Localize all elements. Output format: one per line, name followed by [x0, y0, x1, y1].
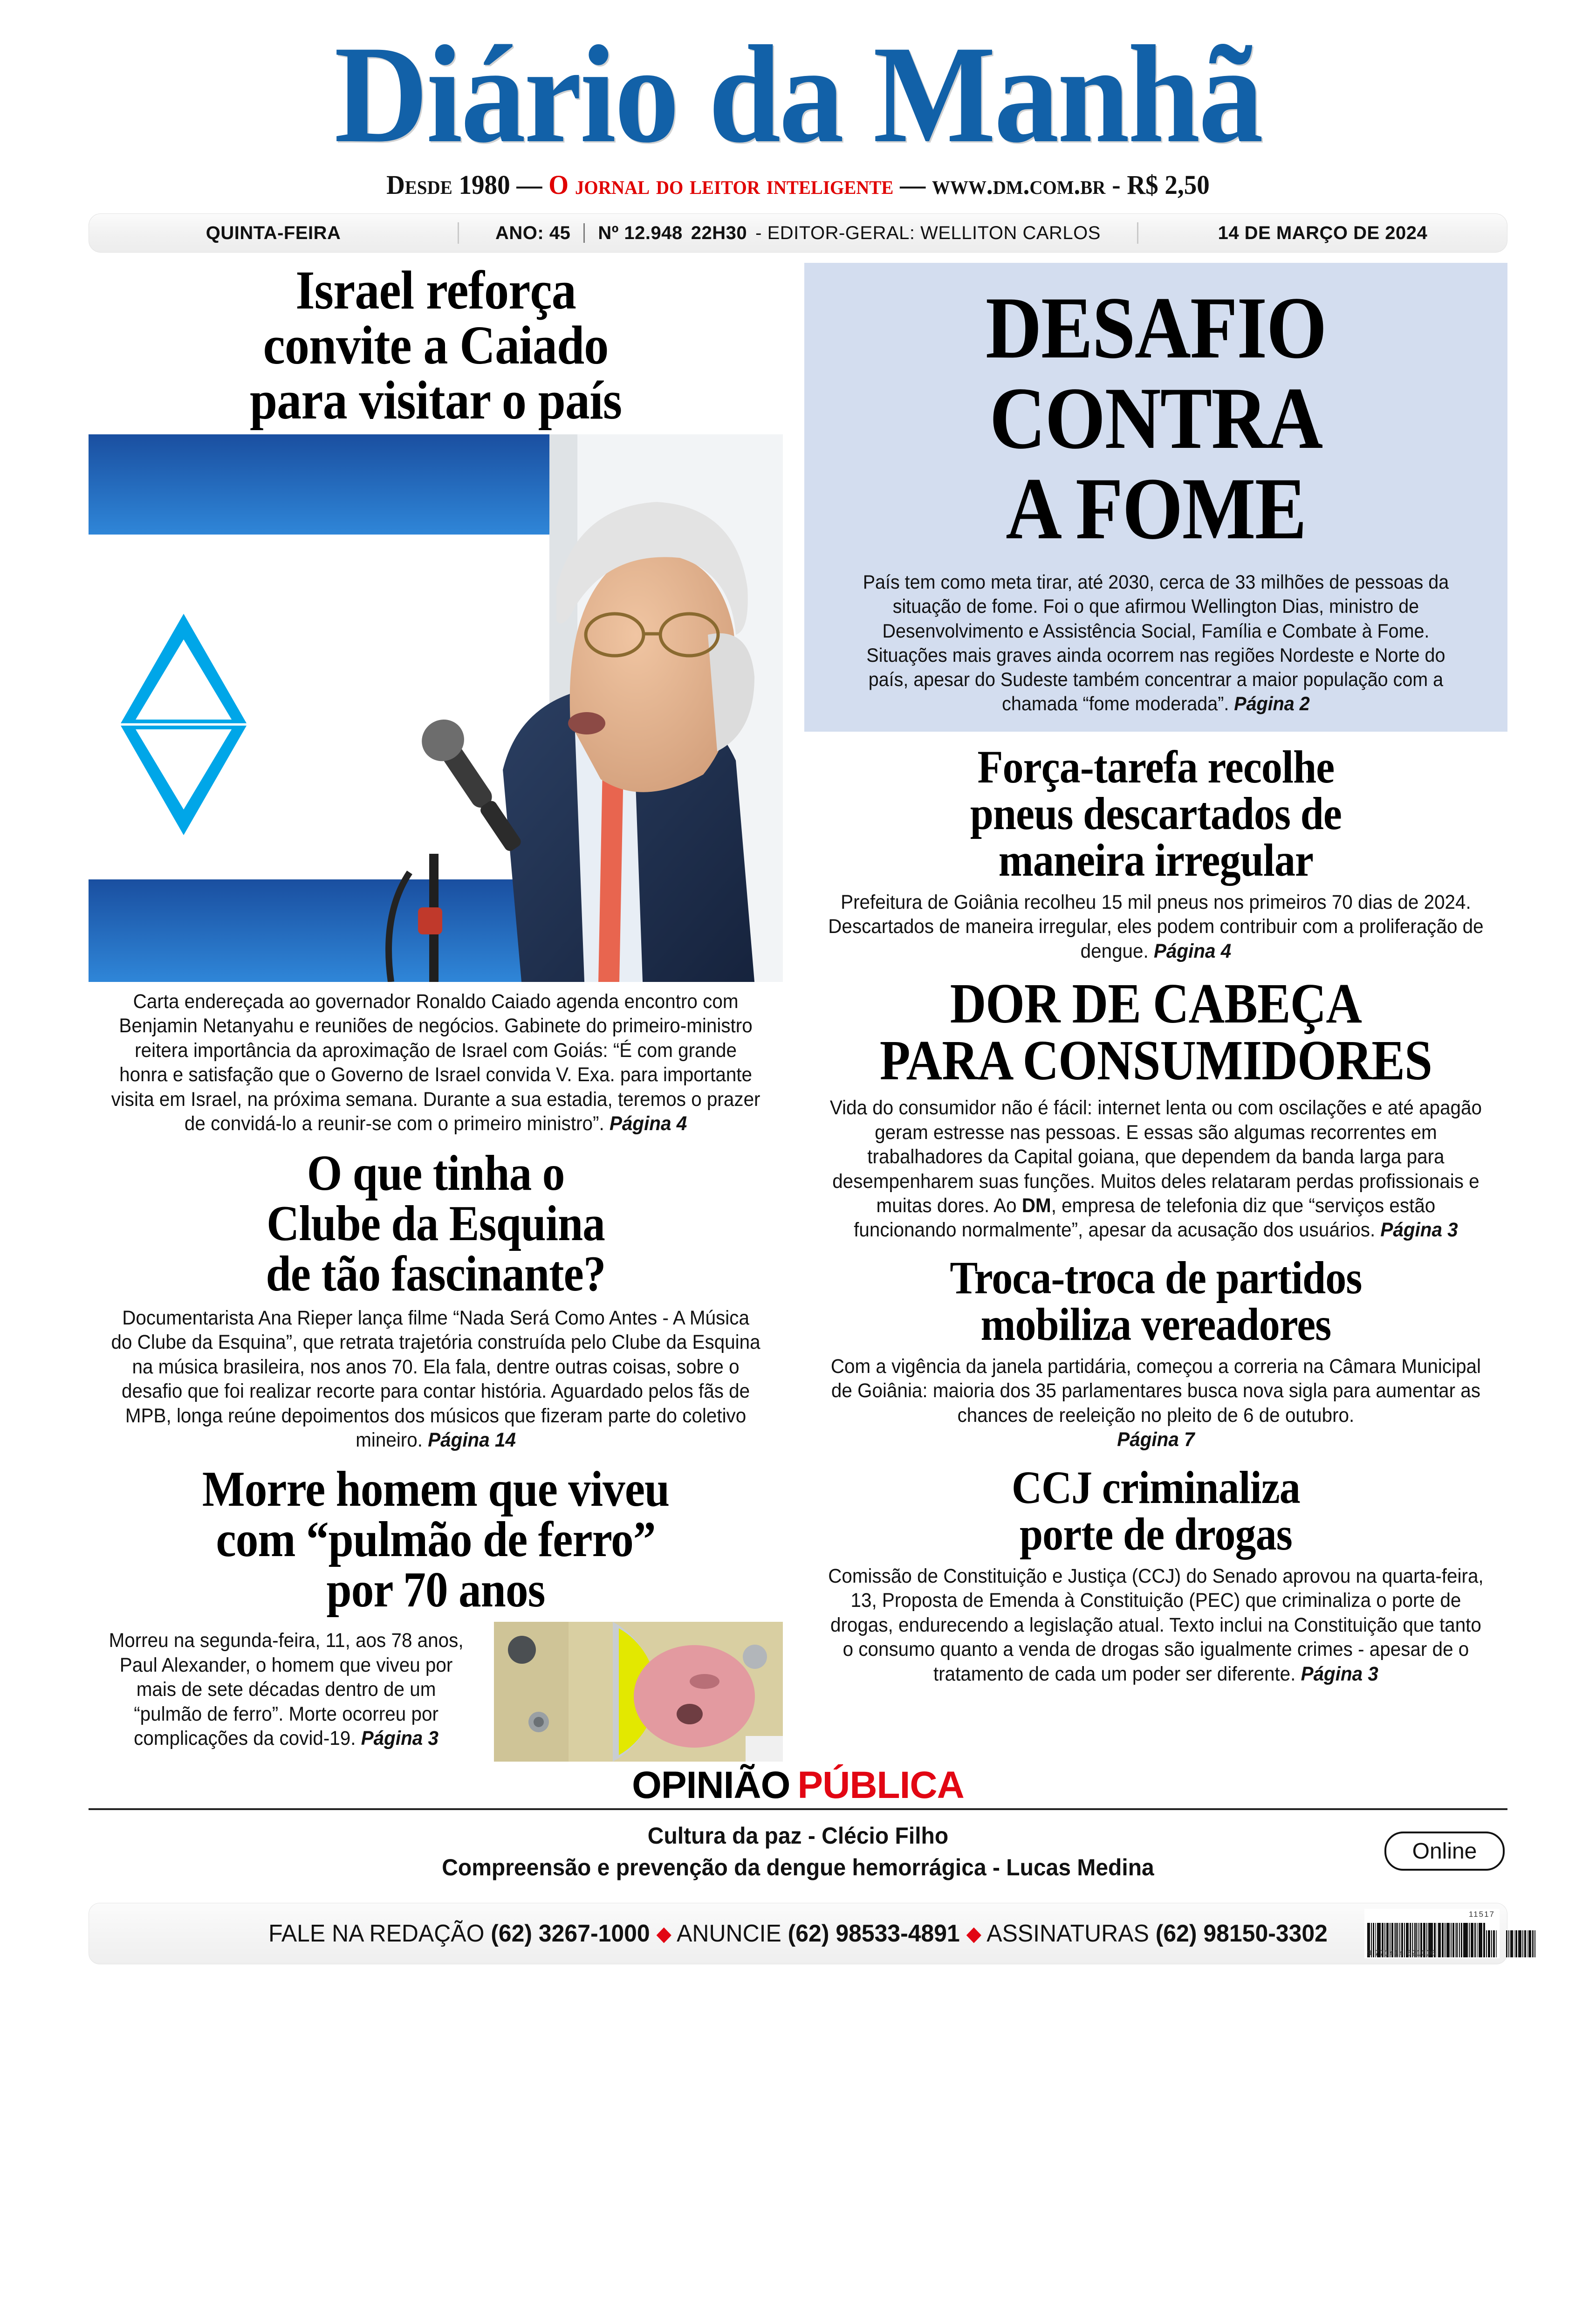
partidos-story[interactable]: [804, 1251, 1507, 1452]
pneus-headline: [840, 741, 1473, 886]
year-label: ANO: 45: [495, 222, 571, 243]
tagline-prefix: Desde 1980 —: [386, 170, 549, 200]
page-ref: Página 3: [361, 1727, 438, 1750]
masthead-tagline: [40, 169, 1556, 200]
divider: [583, 223, 585, 243]
headline-line: por 70 anos: [326, 1562, 545, 1618]
headline-line: maneira irregular: [998, 834, 1314, 886]
opinion-article[interactable]: Compreensão e prevenção da dengue hemorrágica - Lucas Medina: [442, 1854, 1154, 1880]
pulmao-headline: [123, 1461, 748, 1618]
editor-in-chief: - EDITOR-GERAL: WELLITON CARLOS: [755, 222, 1101, 243]
body-text: País tem como meta tirar, até 2030, cerca de 33 milhões de pessoas da situação de fome. Foi o que afirmou Wellington Dias, ministro de Desenvolvimento e Assistência Social, Família e Combate à Fome. Situações mais graves ainda ocorrem nas regiões Nordeste e Norte do país, apesar do Sudeste também concentrar a maior população com a chamada “fome moderada”.: [863, 571, 1449, 714]
page-ref: Página 4: [1154, 940, 1232, 962]
issue-cell: [459, 223, 1137, 244]
lead-story[interactable]: [89, 260, 783, 1136]
opinion-title-black: OPINIÃO: [628, 1764, 794, 1806]
clube-body: [110, 1306, 762, 1453]
edition-time: 22H30: [691, 222, 747, 243]
headline-line: PARA CONSUMIDORES: [880, 1029, 1432, 1092]
opinion-title: [89, 1764, 1507, 1807]
diamond-icon: ◆: [966, 1922, 982, 1946]
weekday-label: QUINTA-FEIRA: [205, 222, 341, 243]
caption-text: Carta endereçada ao governador Ronaldo Caiado agenda encontro com Benjamin Netanyahu e reuniões de negócios. Gabinete do primeiro-ministro reitera importância da aproximação de Israel com Goiás: “É com grande honra e satisfação que o Governo de Israel convida V. Exa. para importante visita em Israel, na próxima semana. Durante a sua estadia, teremos o prazer de convidá-lo a reunir-se com o primeiro ministro”.: [111, 990, 760, 1135]
lead-photo: [89, 434, 783, 982]
anuncie-label: ANUNCIE: [677, 1920, 788, 1948]
redacao-label: FALE NA REDAÇÃO: [268, 1920, 491, 1948]
assinaturas-phone[interactable]: (62) 98150-3302: [1155, 1920, 1328, 1948]
pulmao-body: [100, 1628, 472, 1750]
headline-line: Força-tarefa recolhe: [977, 741, 1335, 793]
body-text: Comissão de Constituição e Justiça (CCJ) do Senado aprovou na quarta-feira, 13, Proposta de Emenda à Constituição (PEC) que criminaliza o porte de drogas, endurecendo a legislação atual. Texto inclui na Constituição que tanto o consumo quanto a venda de drogas são igualmente crimes - apesar de o tratamento de cada um poder ser diferente.: [828, 1564, 1484, 1685]
headline-line: pneus descartados de: [970, 787, 1342, 839]
barcode-addon-number: 11517: [1468, 1910, 1495, 1919]
publication-date: 14 DE MARÇO DE 2024: [1218, 222, 1428, 243]
headline-line: Troca-troca de partidos: [950, 1251, 1362, 1304]
anuncie-phone[interactable]: (62) 98533-4891: [788, 1920, 960, 1948]
ccj-story[interactable]: [804, 1461, 1507, 1686]
contact-line: [117, 1920, 1479, 1948]
masthead: [0, 0, 1596, 200]
fome-highlight-box[interactable]: [804, 263, 1507, 732]
online-button[interactable]: Online: [1384, 1832, 1505, 1871]
headline-line: porte de drogas: [1020, 1508, 1292, 1560]
pneus-body: [825, 890, 1486, 963]
page-ref: Página 2: [1234, 692, 1310, 714]
consumidores-headline: [847, 972, 1466, 1092]
right-column: [804, 263, 1507, 1762]
issue-info-bar: [89, 213, 1507, 253]
lead-headline: [123, 260, 748, 431]
newspaper-title: Diário da Manhã: [334, 17, 1262, 172]
lead-caption: [110, 989, 762, 1136]
page-ref: Página 7: [1117, 1428, 1195, 1451]
ccj-headline: [840, 1461, 1473, 1560]
clube-story[interactable]: [89, 1145, 783, 1453]
issue-number: Nº 12.948: [598, 222, 683, 243]
body-text: Com a vigência da janela partidária, começou a correria na Câmara Municipal de Goiânia: maioria dos 35 parlamentares busca nova sigla para aumentar as chances de reeleição no pleito de 6 de outubro.: [830, 1355, 1481, 1427]
opinion-section: [89, 1766, 1507, 1883]
headline-line: A FOME: [1006, 460, 1306, 558]
fome-body: [846, 570, 1466, 715]
redacao-phone[interactable]: (62) 3267-1000: [491, 1920, 650, 1948]
headline-line: Israel reforça: [295, 260, 576, 321]
weekday-cell: [89, 223, 458, 244]
barcode: [1364, 1909, 1500, 1958]
headline-line: de tão fascinante?: [266, 1246, 606, 1302]
assinaturas-label: ASSINATURAS: [986, 1920, 1156, 1948]
section-rule: [89, 1808, 1507, 1810]
headline-line: para visitar o país: [249, 370, 622, 431]
headline-line: DESAFIO: [986, 279, 1327, 377]
body-text-part2: , empresa de telefonia diz que “serviços estão funcionando normalmente”, apesar da acusação dos usuários.: [854, 1194, 1436, 1242]
body-text-part1: Vida do consumidor não é fácil: internet lenta ou com oscilações e até apagão geram estresse nas pessoas. E essas são algumas recorrentes em trabalhadores da Capital goiana, que dependem da banda larga para desempenharem suas funções. Muitos deles relataram perdas profissionais e muitas dores. Ao: [829, 1097, 1482, 1217]
page-ref: Página 3: [1301, 1662, 1379, 1685]
pulmao-story[interactable]: [89, 1461, 783, 1762]
opinion-article[interactable]: Cultura da paz - Clécio Filho: [647, 1823, 949, 1849]
page-ref: Página 3: [1380, 1219, 1458, 1242]
headline-line: O que tinha o: [307, 1145, 565, 1201]
headline-line: DOR DE CABEÇA: [950, 972, 1362, 1036]
contact-footer: [89, 1903, 1507, 1964]
headline-line: CONTRA: [989, 369, 1322, 467]
content-columns: [0, 260, 1596, 1762]
headline-line: mobiliza vereadores: [980, 1298, 1331, 1350]
consumidores-body: [825, 1096, 1486, 1242]
pneus-story[interactable]: [804, 741, 1507, 963]
headline-line: Clube da Esquina: [267, 1195, 605, 1251]
headline-line: com “pulmão de ferro”: [216, 1512, 656, 1568]
page-ref: Página 14: [428, 1428, 516, 1451]
diamond-icon: ◆: [656, 1922, 672, 1946]
tagline-slogan: O jornal do leitor inteligente: [548, 170, 894, 200]
dm-brand-mention: DM: [1021, 1194, 1051, 1217]
headline-line: convite a Caiado: [263, 315, 609, 376]
tagline-suffix: — www.dm.com.br - R$ 2,50: [893, 170, 1210, 200]
partidos-body: [825, 1354, 1486, 1452]
fome-title: [865, 279, 1446, 558]
left-column: [89, 260, 783, 1762]
body-text: Documentarista Ana Rieper lança filme “Nada Será Como Antes - A Música do Clube da Esquina”, que retrata trajetória construída pelo Clube da Esquina na música brasileira, nos anos 70. Ela fala, dentre outras coisas, sobre o desafio que foi realizar recorte para contar história. Aguardado pelos fãs de MPB, longa reúne depoimentos dos músicos que fizeram parte do coletivo mineiro.: [111, 1306, 760, 1451]
opinion-title-red: PÚBLICA: [794, 1764, 967, 1806]
headline-line: CCJ criminaliza: [1012, 1461, 1301, 1513]
consumidores-story[interactable]: [804, 972, 1507, 1242]
page-ref: Página 4: [609, 1112, 687, 1135]
barcode-number: 9 771414 621006: [1367, 1948, 1436, 1958]
clube-headline: [123, 1145, 748, 1302]
pulmao-photo: [494, 1622, 783, 1762]
pulmao-row: [89, 1622, 783, 1762]
partidos-headline: [840, 1251, 1473, 1350]
date-cell: [1138, 223, 1507, 244]
body-text: Prefeitura de Goiânia recolheu 15 mil pneus nos primeiros 70 dias de 2024. Descartados de maneira irregular, eles podem contribuir com a proliferação de dengue.: [828, 891, 1484, 962]
ccj-body: [825, 1564, 1486, 1686]
opinion-articles: [117, 1820, 1479, 1883]
headline-line: Morre homem que viveu: [202, 1461, 670, 1517]
body-text: Morreu na segunda-feira, 11, aos 78 anos, Paul Alexander, o homem que viveu por mais de sete décadas dentro de um “pulmão de ferro”. Morte ocorreu por complicações da covid-19.: [109, 1629, 464, 1750]
